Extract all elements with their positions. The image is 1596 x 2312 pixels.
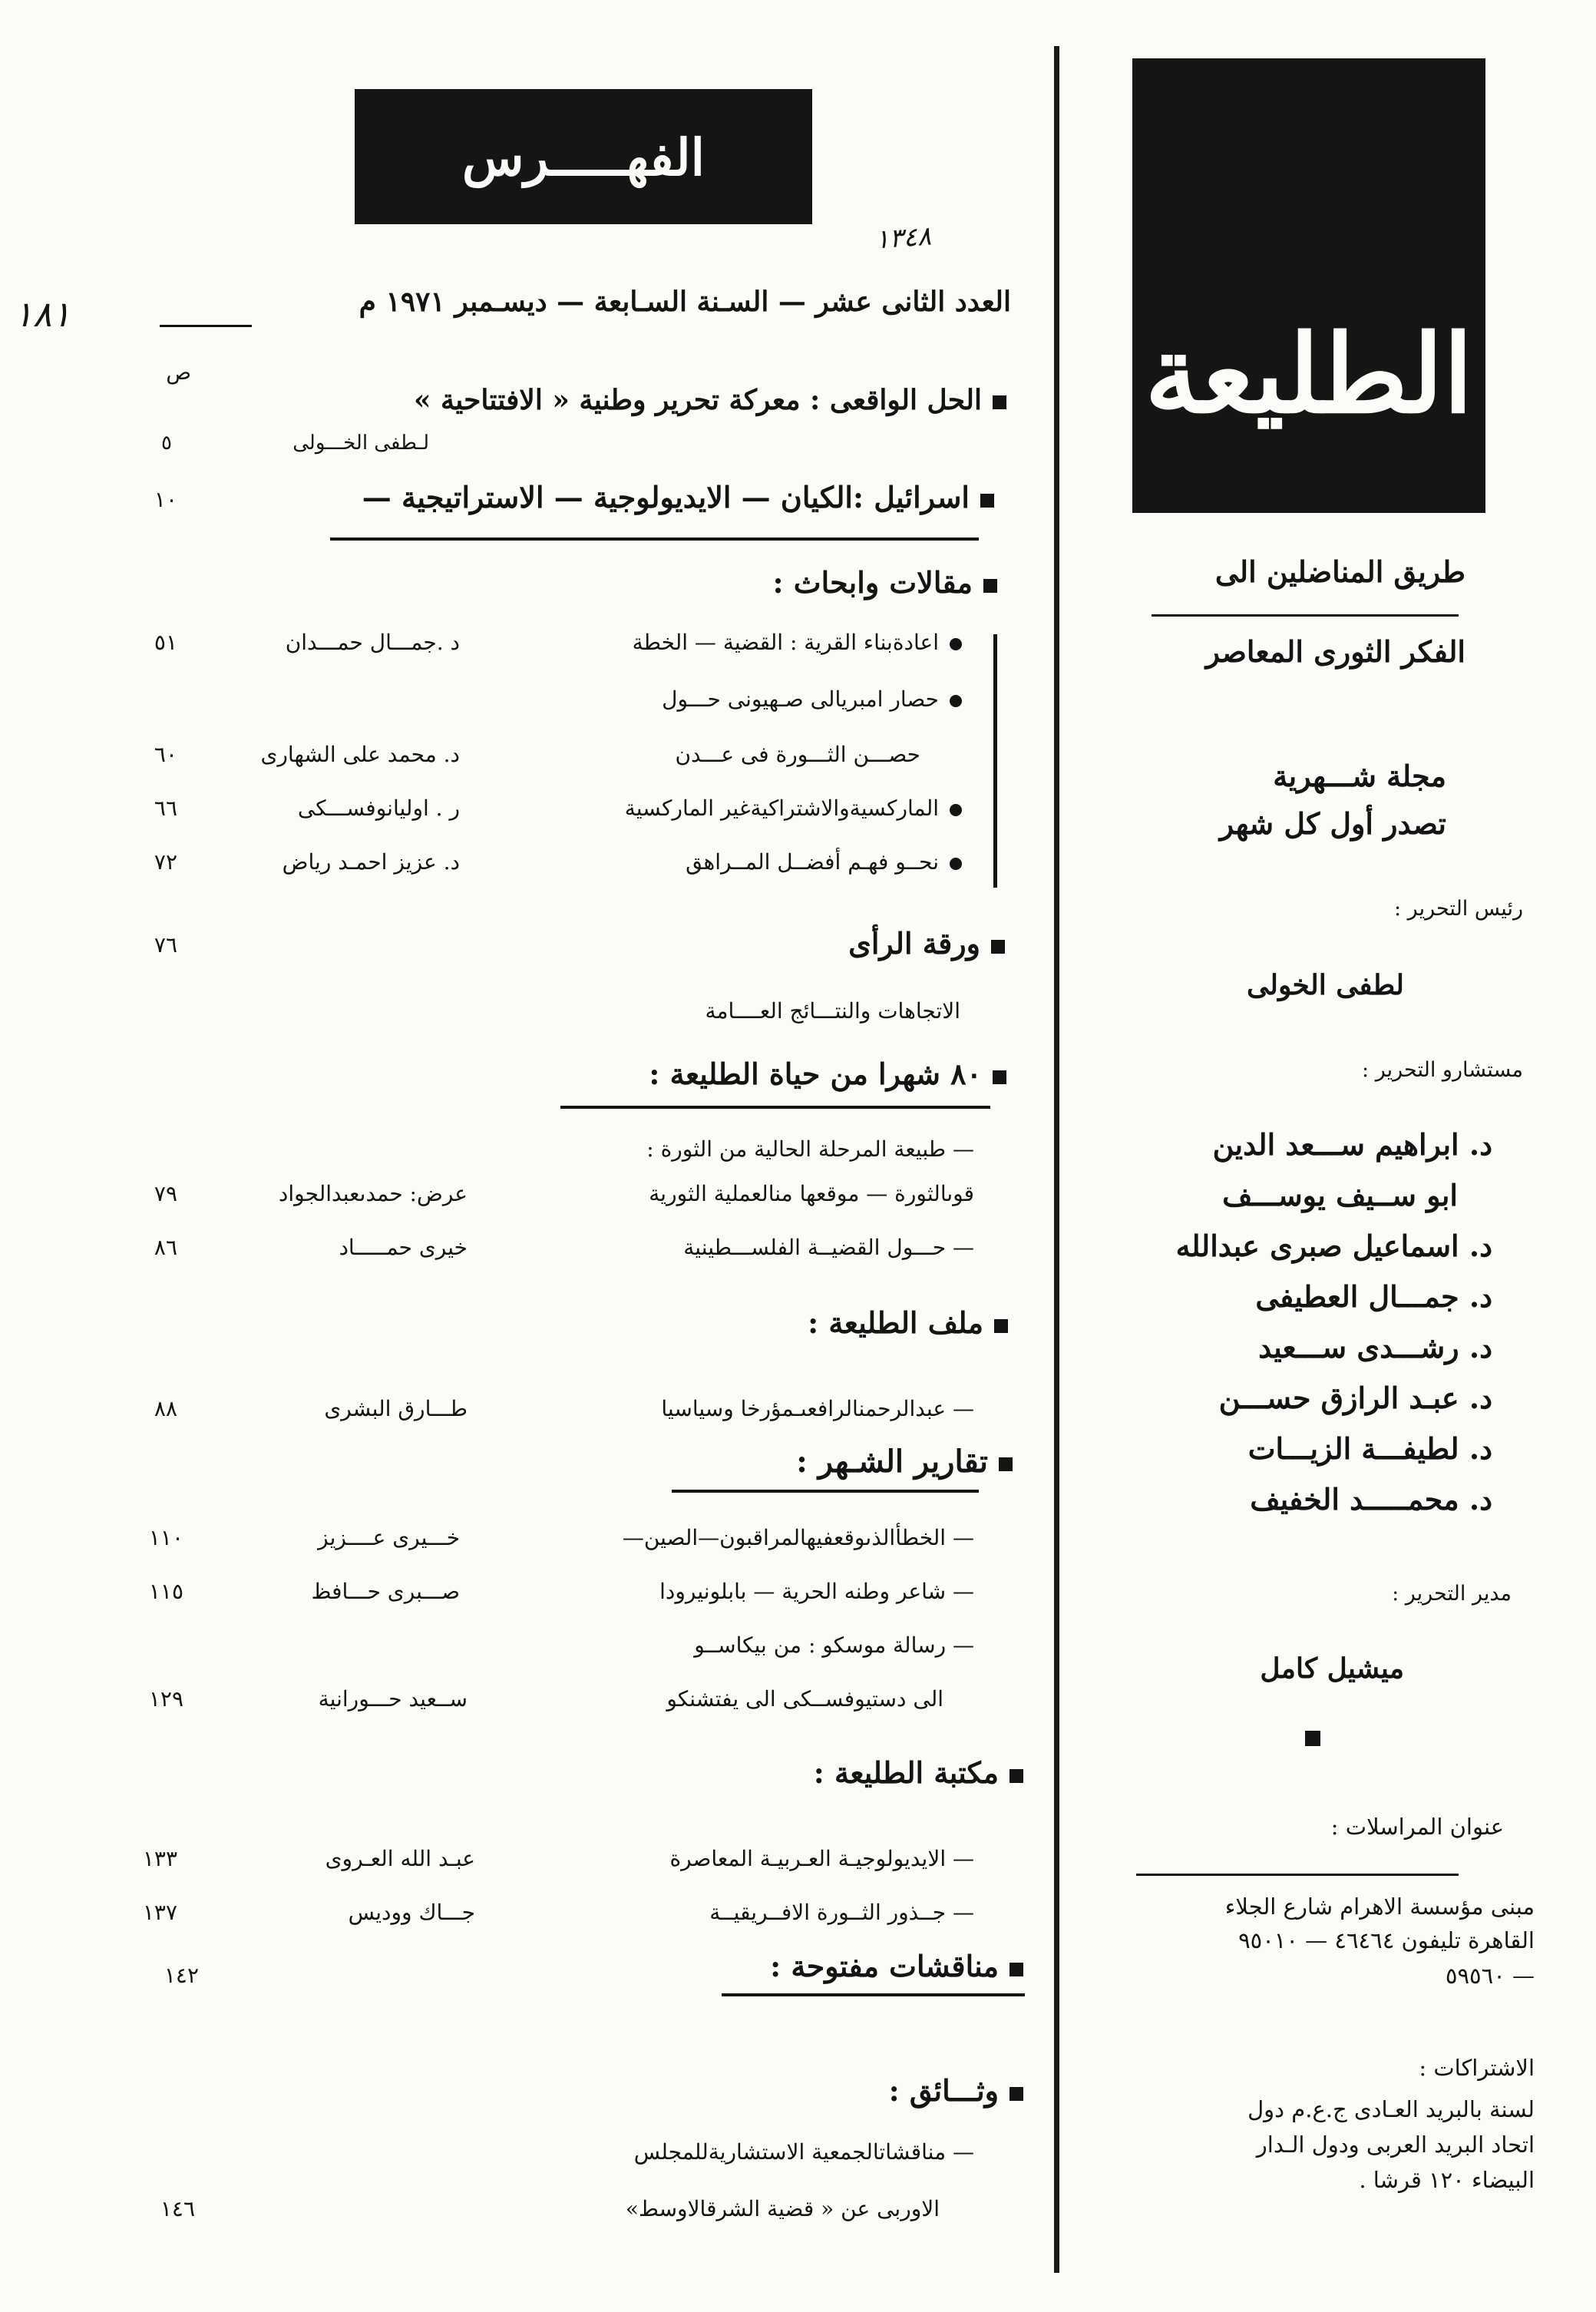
article-author: طـــارق البشرى xyxy=(324,1396,468,1421)
article-entry xyxy=(633,630,962,655)
article-title-continued: الاوربى عن « قضية الشرقالاوسط» xyxy=(625,2196,940,2221)
bullet-square-icon xyxy=(999,1457,1013,1471)
article-title: — الايديولوجيـة العـربيـة المعاصرة xyxy=(669,1846,974,1871)
article-page: ٨٦ xyxy=(154,1235,177,1260)
frequency-line-1: مجلة شـــهرية xyxy=(1273,759,1446,793)
article-title: — شاعر وطنه الحرية — بابلونيرودا xyxy=(659,1579,974,1604)
handwritten-code: ١٣٤٨ xyxy=(874,220,933,256)
article-author: صـــبرى حـــافظ xyxy=(311,1579,460,1604)
handwritten-margin-number: ١٨١ xyxy=(14,293,71,335)
article-page: ١٣٧ xyxy=(142,1900,177,1925)
page-column-label: ص xyxy=(166,361,191,385)
tagline-divider xyxy=(1152,614,1459,617)
article-page: ٥١ xyxy=(154,630,177,655)
article-author: جـــاك وودیس xyxy=(348,1900,475,1925)
section-heading-file xyxy=(808,1305,1008,1340)
bullet-square-icon xyxy=(983,579,997,593)
address-rule xyxy=(1136,1874,1459,1876)
section-page: ١٤٢ xyxy=(164,1963,199,1988)
managing-editor-label: مدير التحرير : xyxy=(1392,1582,1512,1606)
section-heading-opinion-text: ورقة الرأى xyxy=(848,926,980,961)
section-heading-documents-text: وثـــائق : xyxy=(888,2073,999,2108)
article-author: عرض: حمدىعبدالجواد xyxy=(278,1181,468,1206)
advisor-8: د. محمـــــد الخفيف xyxy=(1250,1482,1492,1517)
lead-article-2-underline xyxy=(330,537,979,541)
article-page: ١١٥ xyxy=(148,1579,183,1604)
article-title: — جــذور الثــورة الافــريقيــة xyxy=(709,1900,974,1925)
article-page: ١٤٦ xyxy=(160,2196,195,2221)
bullet-square-icon xyxy=(1009,1963,1023,1976)
lead-article-2-title: اسرائيل :الكيان — الايديولوجية — الاستراتيجية — xyxy=(362,480,970,514)
article-author: ر . اوليانوفســـكى xyxy=(297,795,460,821)
article-title: حصار امبريالى صـهيونى حـــول xyxy=(662,686,939,712)
articles-side-bar xyxy=(993,634,997,888)
advisor-7: د. لطيفـــة الزيـــات xyxy=(1247,1431,1492,1466)
lead-article-1-author: لـطفى الخـــولى xyxy=(292,432,429,455)
article-author: د. عزيز احمـد رياض xyxy=(282,849,460,875)
section-heading-80-months-text: ٨٠ شهرا من حياة الطليعة : xyxy=(649,1057,982,1091)
column-divider xyxy=(1054,46,1059,2273)
subscriptions-label: الاشتراكات : xyxy=(1419,2055,1535,2081)
bullet-dot-icon xyxy=(950,804,962,816)
index-title-box xyxy=(355,89,812,224)
year-underline xyxy=(160,325,252,327)
section-heading-open-discussions xyxy=(770,1949,1023,1983)
section-heading-underline xyxy=(672,1490,979,1493)
bullet-dot-icon xyxy=(950,695,962,707)
article-title: اعادةبناء القرية : القضية — الخطة xyxy=(632,630,939,655)
article-author: د. محمد على الشهارى xyxy=(260,742,460,767)
address-label: عنوان المراسلات : xyxy=(1330,1814,1504,1840)
article-page: ١١٠ xyxy=(148,1525,183,1550)
article-title: — طبيعة المرحلة الحالية من الثورة : xyxy=(646,1136,974,1162)
article-title: — حـــول القضيــة الفلســـطينية xyxy=(683,1235,974,1260)
section-heading-reports xyxy=(796,1444,1013,1480)
section-heading-open-discussions-text: مناقشات مفتوحة : xyxy=(770,1949,999,1983)
bullet-square-icon xyxy=(1009,1769,1023,1783)
tagline-line-1: طريق المناضلين الى xyxy=(1214,554,1465,589)
bullet-dot-icon xyxy=(950,638,962,650)
article-title: قوىالثورة — موقعها منالعملية الثورية xyxy=(649,1181,974,1206)
advisor-4: د. جمـــال العطيفى xyxy=(1255,1279,1492,1314)
article-page: ٨٨ xyxy=(154,1396,177,1421)
section-heading-articles xyxy=(773,565,997,600)
article-page: ١٢٩ xyxy=(148,1686,183,1712)
article-title: الماركسيةوالاشتراكيةغير الماركسية xyxy=(624,795,939,821)
masthead-block xyxy=(1132,58,1485,513)
subscriptions-line-3: البيضاء ١٢٠ قرشا . xyxy=(1359,2167,1535,2193)
subscriptions-line-1: لسنة بالبريد العـادى ج.ع.م دول xyxy=(1247,2096,1535,2122)
article-author: عبـد الله العـروى xyxy=(325,1846,475,1871)
section-heading-library-text: مكتبة الطليعة : xyxy=(813,1755,999,1790)
advisor-3: د. اسماعيل صبرى عبدالله xyxy=(1175,1229,1492,1263)
lead-article-2-page: ١٠ xyxy=(154,487,177,512)
bullet-square-icon xyxy=(980,494,994,508)
article-entry xyxy=(662,686,962,712)
lead-article-1-title: الحل الواقعى : معركة تحرير وطنية « الافتتاحية » xyxy=(413,384,982,416)
lead-article-1 xyxy=(414,384,1006,416)
section-heading-underline xyxy=(722,1993,1025,1996)
article-author: د .جمـــال حمـــدان xyxy=(285,630,460,655)
address-line-1: مبنى مؤسسة الاهرام شارع الجلاء xyxy=(1224,1894,1535,1920)
article-title: الاتجاهات والنتـــائج العــــامة xyxy=(705,998,960,1024)
article-page: ١٣٣ xyxy=(142,1846,177,1871)
article-title-continued: حصـــن الثـــورة فى عـــدن xyxy=(675,742,920,767)
advisor-1: د. ابراهيم ســـعد الدين xyxy=(1212,1127,1492,1162)
lead-article-1-page: ٥ xyxy=(161,432,172,455)
subscriptions-line-2: اتحاد البريد العربى ودول الـدار xyxy=(1256,2132,1535,2158)
frequency-line-2: تصدر أول كل شهر xyxy=(1219,806,1446,841)
section-heading-file-text: ملف الطليعة : xyxy=(808,1305,983,1340)
article-author: ســعيد حـــورانية xyxy=(318,1686,468,1712)
section-heading-articles-text: مقالات وابحاث : xyxy=(772,565,973,600)
editor-in-chief-label: رئيس التحرير : xyxy=(1394,897,1523,921)
advisor-2: ابو ســيف يوســـف xyxy=(1222,1178,1458,1212)
advisor-6: د. عبـد الرازق حســـن xyxy=(1218,1381,1492,1415)
bullet-square-icon xyxy=(994,1319,1008,1333)
advisor-5: د. رشـــدى ســـعيد xyxy=(1258,1330,1492,1364)
section-page: ٧٦ xyxy=(154,932,177,958)
article-entry xyxy=(625,795,962,821)
article-page: ٧٩ xyxy=(154,1181,177,1206)
article-author: خـــيرى عــــزيز xyxy=(318,1525,460,1550)
advisors-label: مستشارو التحرير : xyxy=(1362,1058,1523,1082)
managing-editor-name: ميشيل كامل xyxy=(1260,1652,1404,1685)
article-title-continued: الى دستيوفســكى الى يفتشنكو xyxy=(666,1686,943,1712)
bullet-square-icon xyxy=(991,940,1005,954)
editor-in-chief-name: لطفى الخولى xyxy=(1246,969,1404,1001)
issue-line: العدد الثانى عشر — السـنة السـابعة — ديسـمبر ١٩٧١ م xyxy=(359,286,1011,318)
article-title: — رسالة موسكو : من بيكاســو xyxy=(694,1632,974,1658)
index-title: الفهـــــرس xyxy=(462,127,705,187)
address-line-3: — ٥٩٥٦٠ xyxy=(1445,1963,1535,1989)
article-title: نحــو فهـم أفضــل المــراهق xyxy=(686,849,939,875)
article-page: ٦٦ xyxy=(154,795,177,821)
section-heading-reports-text: تقارير الشـهر : xyxy=(796,1444,988,1480)
section-heading-library xyxy=(814,1755,1023,1790)
section-heading-documents xyxy=(889,2073,1023,2108)
section-heading-underline xyxy=(560,1106,990,1109)
bullet-dot-icon xyxy=(950,858,962,870)
bullet-square-icon xyxy=(993,395,1006,409)
separator-square-icon xyxy=(1305,1731,1320,1746)
article-page: ٦٠ xyxy=(154,742,177,767)
article-title: — عبدالرحمنالرافعىـمؤرخا وسياسيا xyxy=(661,1396,974,1421)
magazine-title: الطليعة xyxy=(1145,312,1473,438)
section-heading-opinion xyxy=(848,926,1005,961)
section-heading-80-months xyxy=(649,1057,1006,1091)
bullet-square-icon xyxy=(1009,2087,1023,2101)
article-author: خيرى حمـــــاد xyxy=(339,1235,468,1260)
article-entry xyxy=(686,849,962,875)
article-page: ٧٢ xyxy=(154,849,177,875)
bullet-square-icon xyxy=(993,1070,1006,1084)
article-title: — مناقشاتالجمعية الاستشاريةللمجلس xyxy=(633,2139,974,2165)
address-line-2: القاهرة تليفون ٤٦٤٦٤ — ٩٥٠١٠ xyxy=(1238,1927,1535,1953)
tagline-line-2: الفكر الثورى المعاصر xyxy=(1205,634,1465,669)
lead-article-2 xyxy=(362,480,994,514)
article-title: — الخطأالذىوقعفيهالمراقبون—الصين— xyxy=(622,1525,974,1550)
